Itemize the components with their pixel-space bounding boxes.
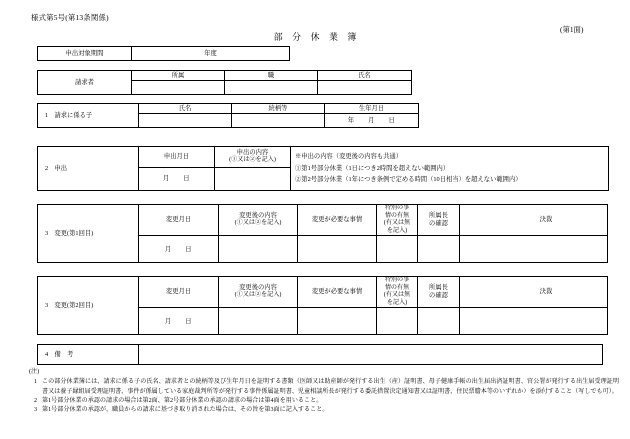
change1-col-confirm-line2: の確認 (429, 220, 448, 228)
table-row (38, 47, 290, 61)
application-note-1: ①第1号部分休業（1日につき2時間を超えない範囲内） (295, 164, 450, 172)
footnote-number-3: 3 (33, 407, 38, 413)
change2-col-approval-slot-a (460, 277, 486, 308)
change-table-1 (37, 204, 608, 263)
change2-col-confirm (418, 277, 460, 308)
change2-col-confirm-line1: 所属長 (429, 284, 448, 292)
change1-value-confirm[interactable] (418, 236, 460, 263)
change2-value-content[interactable] (219, 308, 298, 335)
change2-col-content-line2: (①又は②を記入) (234, 292, 282, 299)
remarks-label: 4 備 考 (38, 345, 139, 365)
change2-value-special[interactable] (377, 308, 418, 335)
change2-col-special-line3: (有又は無 (383, 292, 411, 299)
change1-col-confirm (418, 205, 460, 236)
table-row (38, 345, 603, 365)
claimant-table (37, 70, 412, 95)
change2-col-content (219, 277, 298, 308)
change2-col-reason: 変更が必要な事情 (298, 277, 377, 308)
change1-col-special-line1: 特別の事 (384, 205, 410, 211)
table-row (38, 104, 419, 114)
footnote-item-3 (29, 406, 619, 415)
child-col-name: 氏名 (139, 104, 232, 114)
child-table (37, 103, 419, 128)
table-row (38, 277, 608, 308)
change2-value-approval[interactable] (485, 308, 608, 335)
change1-value-date[interactable]: 月 日 (139, 236, 219, 263)
change1-col-confirm-line1: 所属長 (429, 212, 448, 220)
period-table (37, 46, 290, 61)
child-value-name[interactable] (139, 114, 232, 128)
claimant-col-affiliation: 所属 (132, 71, 225, 81)
application-col-date: 申出月日 (139, 147, 215, 168)
table-row (38, 205, 608, 236)
change2-col-special (377, 277, 418, 308)
application-notes (291, 147, 609, 191)
change1-value-special[interactable] (377, 236, 418, 263)
child-col-relation: 続柄等 (232, 104, 325, 114)
change1-col-content (219, 205, 298, 236)
footnote-item-2 (29, 397, 619, 406)
footnote-item-1 (29, 378, 619, 397)
claimant-label: 請求者 (38, 71, 132, 95)
change1-col-special-line4: を記入) (386, 227, 408, 234)
footnote-number-2: 2 (33, 397, 38, 404)
change-table-2 (37, 276, 608, 335)
change1-col-reason: 変更が必要な事情 (298, 205, 377, 236)
change2-col-content-line1: 変更後の内容 (239, 284, 277, 292)
application-note-2: ②第2号部分休業（1年につき条例で定める時間（10日相当）を超えない範囲内） (295, 176, 522, 184)
table-row (38, 147, 609, 168)
application-value-content[interactable] (215, 168, 291, 191)
period-value[interactable]: 年度 (132, 47, 290, 61)
change1-col-date: 変更月日 (139, 205, 219, 236)
change1-value-approval[interactable] (485, 236, 608, 263)
change1-value-content[interactable] (219, 236, 298, 263)
application-table (37, 146, 609, 191)
claimant-col-name: 氏名 (318, 71, 412, 81)
child-col-birthdate: 生年月日 (325, 104, 419, 114)
change2-col-date: 変更月日 (139, 277, 219, 308)
change2-label: 3 変更(第2回目) (38, 277, 139, 335)
change1-col-special (377, 205, 418, 236)
claimant-value-name[interactable] (318, 81, 412, 95)
footnotes (29, 368, 619, 415)
form-number: 様式第5号(第13条関係) (31, 13, 109, 22)
remarks-table (37, 344, 603, 365)
change2-value-approval-slot-a[interactable] (460, 308, 486, 335)
application-col-content (215, 147, 291, 168)
footnote-text-2: 第1号部分休業の承認の請求の場合は第2面、第2号部分休業の承認の請求の場合は第4面を用いること。 (42, 397, 323, 404)
application-col-content-line2: (①又は②を記入) (229, 157, 276, 164)
change2-col-approval: 決裁 (485, 277, 608, 308)
change1-label: 3 変更(第1回目) (38, 205, 139, 263)
change2-col-special-line1: 特別の事 (384, 277, 410, 283)
change1-col-content-line1: 変更後の内容 (239, 212, 277, 220)
claimant-value-affiliation[interactable] (132, 81, 225, 95)
change1-col-approval-slot-a (460, 205, 486, 236)
change2-value-reason[interactable] (298, 308, 377, 335)
document-title: 部 分 休 業 簿 (273, 32, 360, 42)
application-col-content-line1: 申出の内容 (236, 149, 269, 157)
table-row (38, 71, 412, 81)
change1-col-content-line2: (①又は②を記入) (234, 220, 282, 227)
change2-col-confirm-line2: の確認 (429, 292, 448, 300)
application-label: 2 申出 (38, 147, 139, 191)
child-value-birthdate[interactable]: 年 月 日 (325, 114, 419, 128)
claimant-col-position: 職 (225, 71, 318, 81)
change1-col-special-line2: 情の有無 (384, 212, 410, 219)
child-value-relation[interactable] (232, 114, 325, 128)
child-label: 1 請求に係る子 (38, 104, 139, 128)
application-value-date[interactable]: 月 日 (139, 168, 215, 191)
claimant-value-position[interactable] (225, 81, 318, 95)
change1-value-approval-slot-a[interactable] (460, 236, 486, 263)
period-label: 申出対象期間 (38, 47, 132, 61)
change1-value-reason[interactable] (298, 236, 377, 263)
change1-col-special-line3: (有又は無 (383, 220, 411, 227)
footnote-number-1: 1 (33, 379, 38, 386)
footnotes-heading: (注) (29, 369, 40, 375)
change1-col-approval: 決裁 (485, 205, 608, 236)
change2-value-date[interactable]: 月 日 (139, 308, 219, 335)
remarks-value[interactable] (139, 345, 603, 365)
footnote-text-3: 第1号部分休業の承認が、職員からの請求に基づき取り消された場合は、その旨を第3面に記入すること。 (42, 407, 329, 413)
change2-col-special-line4: を記入) (386, 299, 408, 306)
application-note-0: ※申出の内容（変更後の内容も共通） (295, 153, 403, 161)
page-number-label: (第1面) (560, 25, 584, 34)
change2-value-confirm[interactable] (418, 308, 460, 335)
change2-col-special-line2: 情の有無 (384, 284, 410, 291)
footnote-text-1: この部分休業簿には、請求に係る子の氏名、請求者との続柄等及び生年月日を証明する書類（医師又は助産師が発行する出生（産）証明書、母子健康手帳の出生届出済証明書、官公署が発行する出生届受理証明書又は養子縁組届受理証明書、事件が係属している家庭裁判所等が発行する事件係属証明書、児童相談所長が発行する委託措置決定通知書又は証明書、住民票謄本等のいずれか）を添付すること（写しでも可）。 (42, 379, 619, 395)
